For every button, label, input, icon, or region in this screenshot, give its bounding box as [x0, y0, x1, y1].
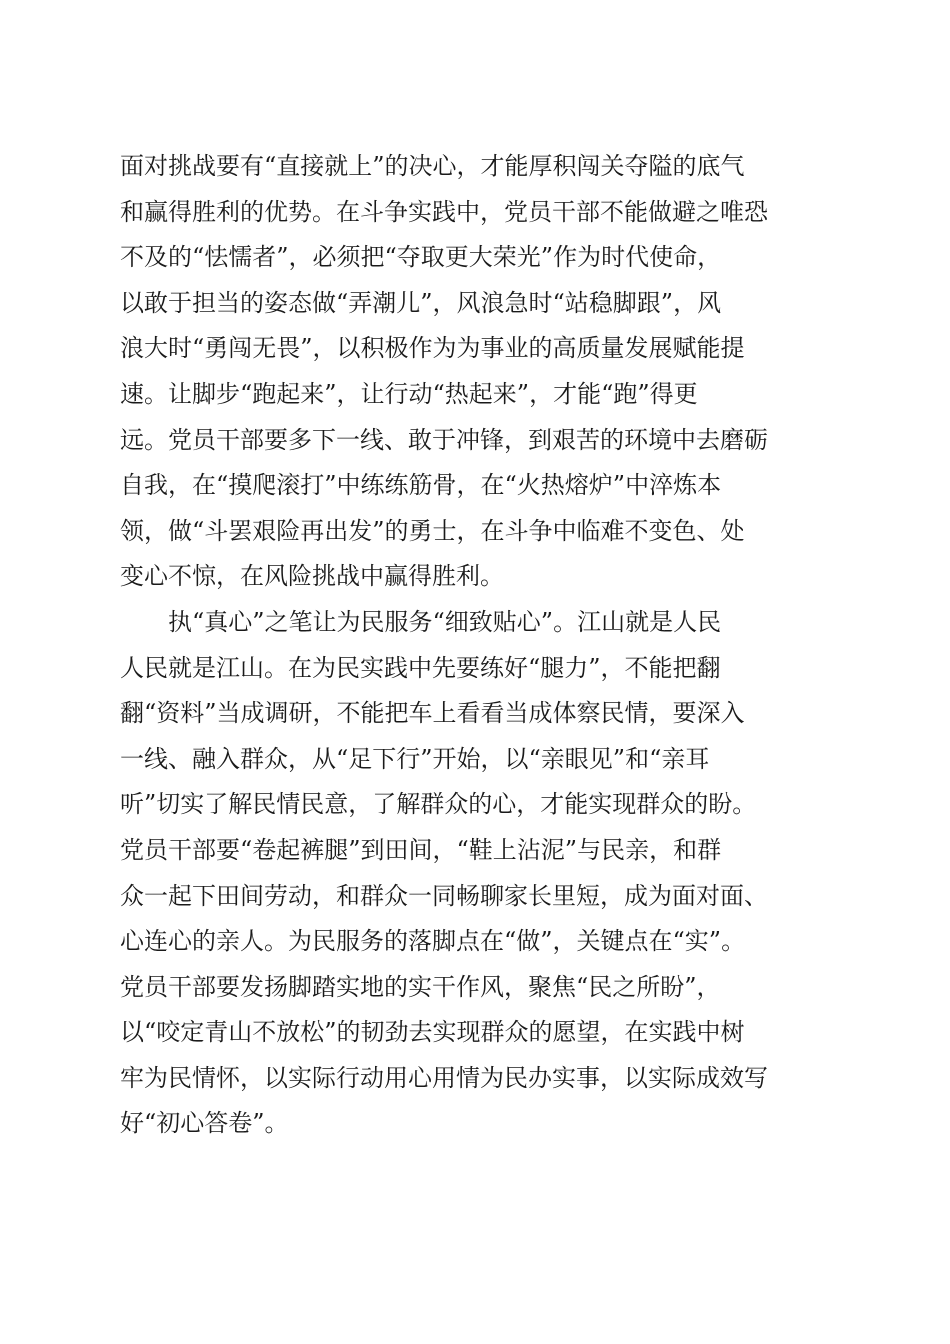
- text-line: 党员干部要发扬脚踏实地的实干作风，聚焦“民之所盼”，: [120, 972, 721, 1001]
- text-line: 党员干部要“卷起裤腿”到田间，“鞋上沾泥”与民亲，和群: [120, 835, 722, 864]
- text-line: 心连心的亲人。为民服务的落脚点在“做”，关键点在“实”。: [120, 927, 746, 956]
- text-line: 牢为民情怀，以实际行动用心用情为民办实事，以实际成效写: [120, 1063, 768, 1092]
- text-line: 领，做“斗罢艰险再出发”的勇士，在斗争中临难不变色、处: [120, 516, 745, 545]
- text-line: 人民就是江山。在为民实践中先要练好“腿力”，不能把翻: [120, 653, 721, 682]
- text-line: 和赢得胜利的优势。在斗争实践中，党员干部不能做避之唯恐: [120, 197, 768, 226]
- text-line: 以“咬定青山不放松”的韧劲去实现群众的愿望，在实践中树: [120, 1018, 745, 1047]
- text-line: 变心不惊，在风险挑战中赢得胜利。: [120, 562, 504, 591]
- text-line: 浪大时“勇闯无畏”，以积极作为为事业的高质量发展赋能提: [120, 334, 745, 363]
- text-line: 不及的“怯懦者”，必须把“夺取更大荣光”作为时代使命，: [120, 243, 722, 272]
- text-line: 以敢于担当的姿态做“弄潮儿”，风浪急时“站稳脚跟”，风: [120, 288, 722, 317]
- text-line: 面对挑战要有“直接就上”的决心，才能厚积闯关夺隘的底气: [120, 152, 745, 180]
- text-line: 众一起下田间劳动，和群众一同畅聊家长里短，成为面对面、: [120, 881, 768, 910]
- text-line: 好“初心答卷”。: [120, 1109, 289, 1138]
- text-line: 远。党员干部要多下一线、敢于冲锋，到艰苦的环境中去磨砺: [120, 425, 768, 454]
- text-line: 自我，在“摸爬滚打”中练练筋骨，在“火热熔炉”中淬炼本: [120, 471, 722, 500]
- text-line: 听”切实了解民情民意，了解群众的心，才能实现群众的盼。: [120, 790, 757, 819]
- text-line: 一线、融入群众，从“足下行”开始，以“亲眼见”和“亲耳: [120, 744, 710, 773]
- text-line: 翻“资料”当成调研，不能把车上看看当成体察民情，要深入: [120, 699, 745, 728]
- paragraph-first-line: 执“真心”之笔让为民服务“细致贴心”。江山就是人民: [168, 607, 722, 636]
- body-text: [120, 144, 840, 1147]
- text-line: 速。让脚步“跑起来”，让行动“热起来”，才能“跑”得更: [120, 379, 698, 408]
